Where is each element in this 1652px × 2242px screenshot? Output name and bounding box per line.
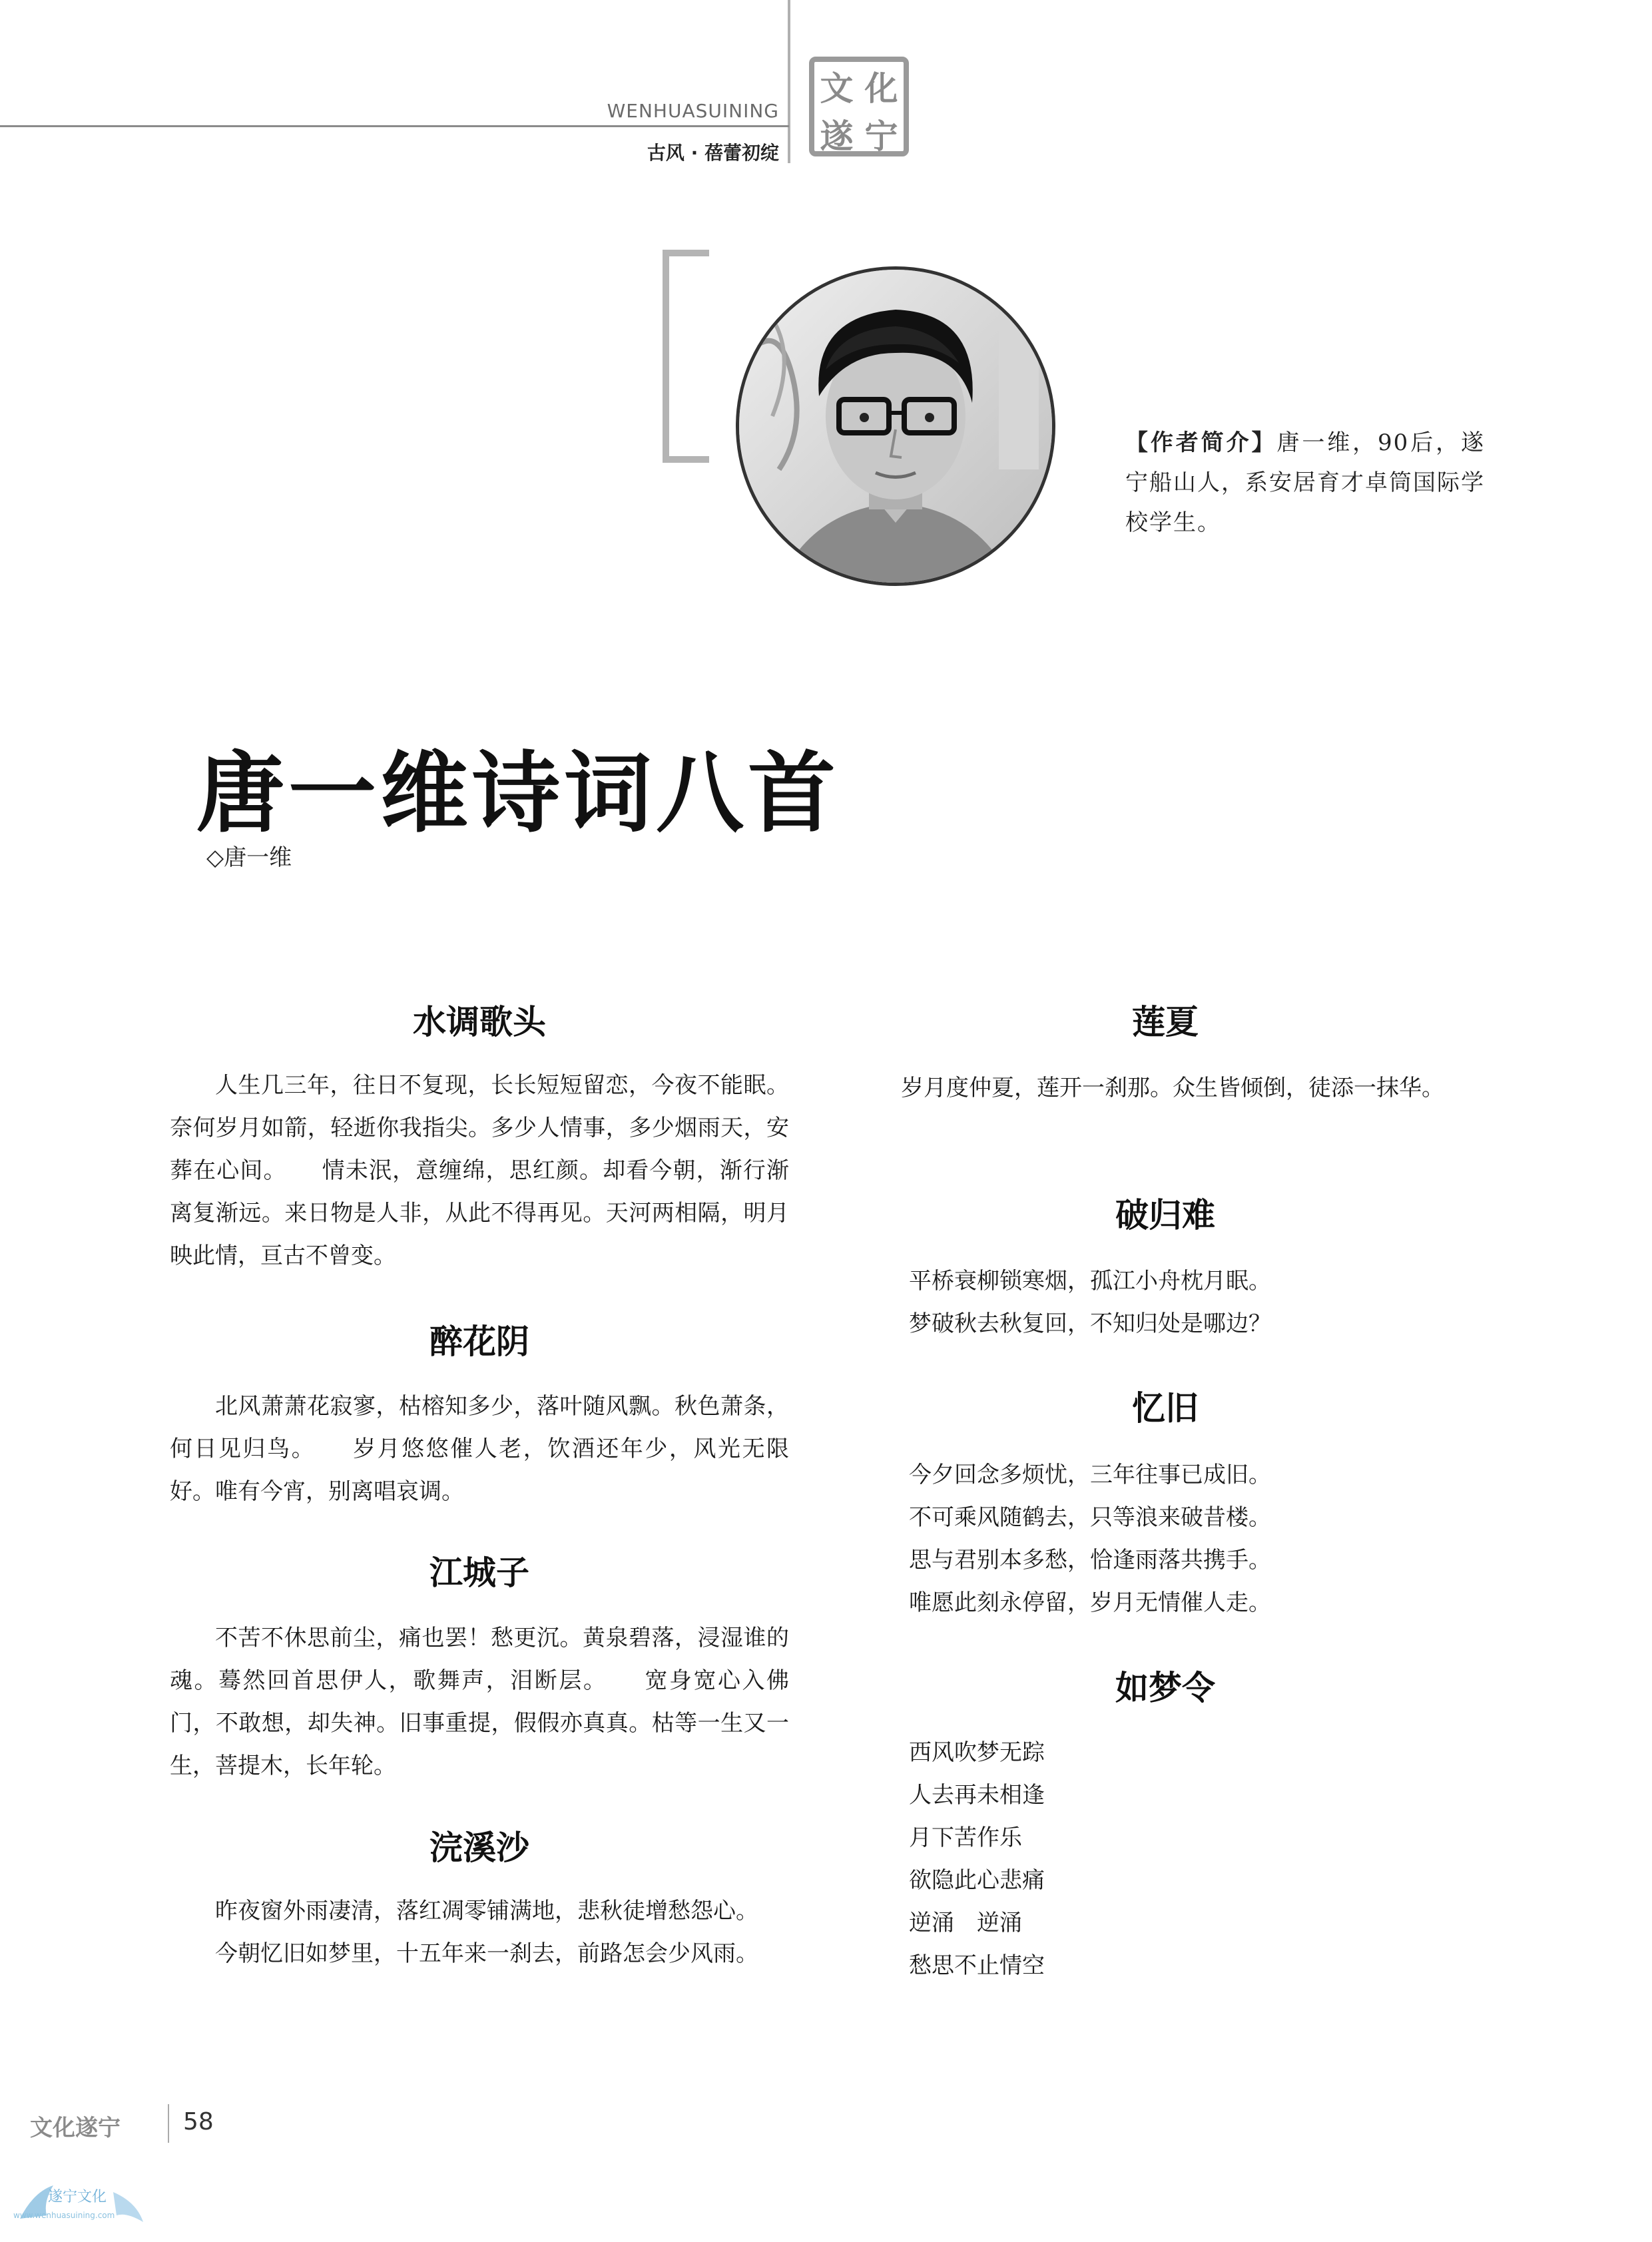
poem-line: 逆涌 逆涌 xyxy=(909,1910,1022,1936)
article-author: ◇唐一维 xyxy=(206,844,292,871)
poem-paragraph: 今朝忆旧如梦里，十五年来一刹去，前路怎会少风雨。 xyxy=(215,1940,758,1967)
portrait-illustration xyxy=(739,270,1052,583)
poem-body xyxy=(856,1067,1475,1109)
poem-body xyxy=(170,1064,789,1277)
poem-title: 水调歌头 xyxy=(413,1003,546,1041)
poem-paragraph: 北风萧萧花寂寥，枯榕知多少，落叶随风飘。秋色萧条，何日见归鸟。 岁月悠悠催人老，饮酒还年少，风光无限好。唯有今宵，别离唱哀调。 xyxy=(170,1393,789,1505)
poem-line: 今夕回念多烦忧，三年往事已成旧。 xyxy=(909,1462,1271,1488)
poem-title: 如梦令 xyxy=(1115,1669,1215,1707)
magazine-seal-logo xyxy=(809,57,909,156)
poem-body xyxy=(170,1890,789,1975)
bio-label: 【作者简介】 xyxy=(1125,429,1277,456)
article-title: 唐一维诗词八首 xyxy=(196,742,840,845)
seal-char: 宁 xyxy=(864,117,898,156)
poem-title: 江城子 xyxy=(429,1553,529,1592)
poem-line: 西风吹梦无踪 xyxy=(909,1739,1045,1766)
poem-body xyxy=(170,1617,789,1787)
poem-paragraph: 岁月度仲夏，莲开一刹那。众生皆倾倒，徒添一抹华。 xyxy=(901,1075,1444,1101)
poem-title: 忆旧 xyxy=(1132,1389,1199,1428)
poem-line: 月下苦作乐 xyxy=(909,1824,1022,1851)
page-number: 58 xyxy=(183,2108,214,2135)
poem-paragraph: 人生几三年，往日不复现，长长短短留恋，今夜不能眠。奈何岁月如箭，轻逝你我指尖。多少人情事，多少烟雨天，安葬在心间。 情未泯，意缠绵，思红颜。却看今朝，渐行渐离复渐远。来日物是人非，从此不得再见。天河两相隔，明月映此情，亘古不曾变。 xyxy=(170,1072,789,1269)
column-name: 古风 · 蓓蕾初绽 xyxy=(647,142,779,164)
bio-text: 唐一维，90后，遂宁船山人，系安居育才卓筒国际学校学生。 xyxy=(1125,429,1486,536)
poem-line: 不可乘风随鹤去，只等浪来破昔楼。 xyxy=(909,1504,1271,1531)
poem-line: 梦破秋去秋复回，不知归处是哪边？ xyxy=(909,1310,1271,1337)
seal-char: 文 xyxy=(820,69,854,108)
poem-line: 唯愿此刻永停留，岁月无情催人走。 xyxy=(909,1589,1271,1616)
watermark-url: www.wenhuasuining.com xyxy=(13,2211,115,2220)
poem-title: 醉花阴 xyxy=(429,1322,529,1361)
author-portrait xyxy=(736,266,1055,586)
seal-char: 化 xyxy=(864,69,898,108)
poem-body xyxy=(170,1385,789,1513)
footer-magazine-name: 文化遂宁 xyxy=(30,2115,121,2141)
poem-body xyxy=(856,1260,1475,1345)
magazine-name-en: WENHUASUINING xyxy=(607,100,779,122)
seal-char: 遂 xyxy=(820,117,854,156)
bracket-decoration xyxy=(663,250,709,463)
poem-paragraph: 昨夜窗外雨凄清，落红凋零铺满地，悲秋徒增愁怨心。 xyxy=(215,1898,758,1924)
poem-title: 浣溪沙 xyxy=(429,1828,529,1867)
footer-divider xyxy=(168,2104,169,2143)
poem-line: 欲隐此心悲痛 xyxy=(909,1867,1045,1894)
poem-title: 破归难 xyxy=(1115,1196,1215,1235)
poem-body xyxy=(856,1454,1475,1624)
poem-body xyxy=(856,1731,1475,1987)
header-divider-vertical xyxy=(788,0,790,163)
poem-line: 愁思不止情空 xyxy=(909,1952,1045,1979)
watermark-text: 遂宁文化 xyxy=(48,2189,107,2205)
poem-paragraph: 不苦不休思前尘，痛也罢！愁更沉。黄泉碧落，浸湿谁的魂。蓦然回首思伊人，歌舞声，泪断层。 宽身宽心入佛门，不敢想，却失神。旧事重提，假假亦真真。枯等一生又一生，菩提木，长年轮。 xyxy=(170,1625,789,1779)
poem-line: 思与君别本多愁，恰逢雨落共携手。 xyxy=(909,1547,1271,1573)
header-divider xyxy=(0,125,789,127)
poem-title: 莲夏 xyxy=(1132,1003,1199,1041)
poem-line: 人去再未相逢 xyxy=(909,1782,1045,1809)
poem-line: 平桥衰柳锁寒烟，孤江小舟枕月眠。 xyxy=(909,1268,1271,1294)
author-bio xyxy=(1125,423,1485,543)
